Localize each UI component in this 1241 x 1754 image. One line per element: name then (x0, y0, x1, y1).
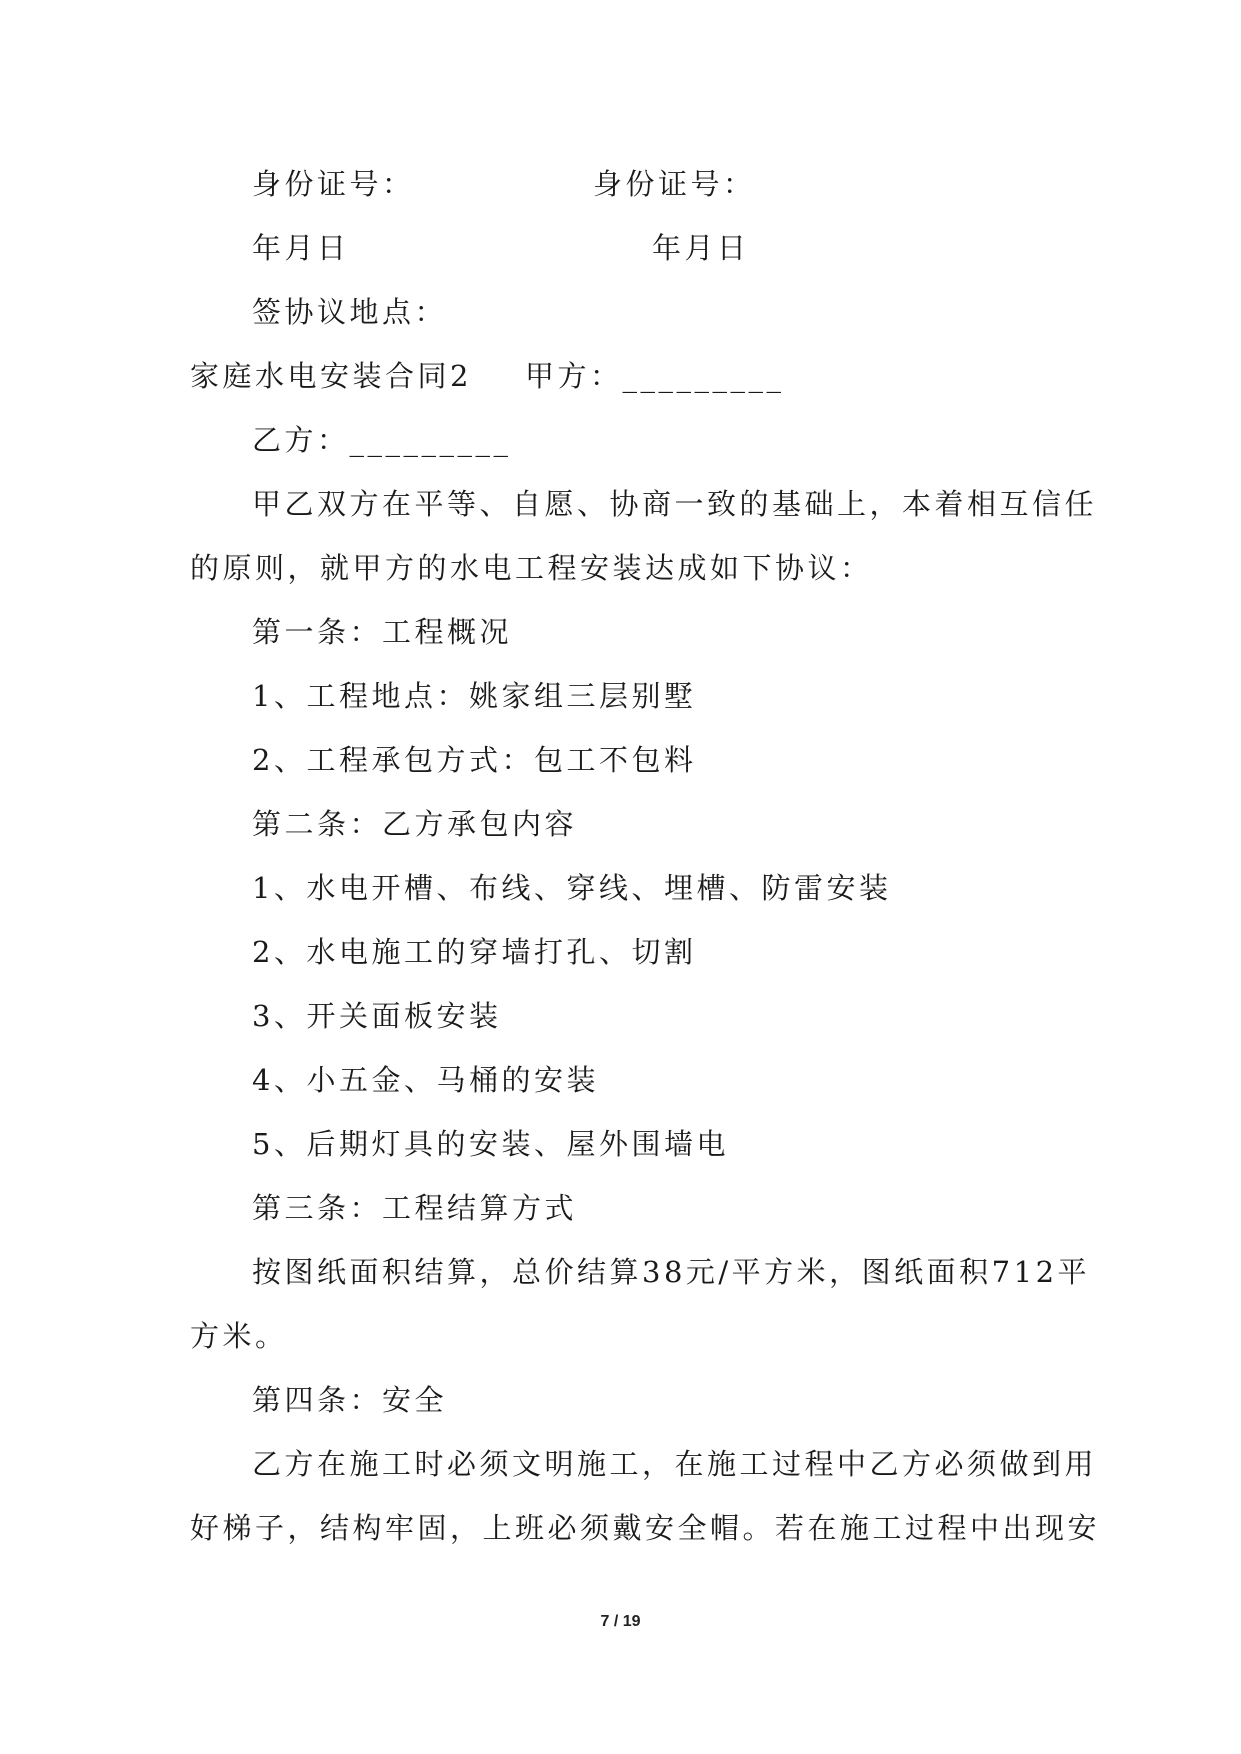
article-3-text-line-2: 方米。 (190, 1319, 288, 1353)
article-2-item-5: 5、后期灯具的安装、屋外围墙电 (252, 1127, 729, 1161)
article-4-text-line-2: 好梯子，结构牢固，上班必须戴安全帽。若在施工过程中出现安 (190, 1511, 1101, 1545)
id-label-left: 身份证号： (252, 167, 415, 201)
article-3-title: 第三条：工程结算方式 (252, 1191, 578, 1225)
article-3-text-line-1: 按图纸面积结算，总价结算38元/平方米，图纸面积712平 (252, 1255, 1091, 1289)
article-2-item-2: 2、水电施工的穿墙打孔、切割 (252, 935, 697, 969)
article-1-title: 第一条：工程概况 (252, 615, 513, 649)
article-2-title: 第二条：乙方承包内容 (252, 807, 578, 841)
intro-paragraph-line-2: 的原则，就甲方的水电工程安装达成如下协议： (190, 551, 873, 585)
article-2-item-4: 4、小五金、马桶的安装 (252, 1063, 599, 1097)
id-label-right: 身份证号： (593, 167, 756, 201)
article-1-item-2: 2、工程承包方式：包工不包料 (252, 743, 697, 777)
article-1-item-1: 1、工程地点：姚家组三层别墅 (252, 679, 697, 713)
party-a-line: 甲方：_________ (525, 359, 785, 393)
party-b-line: 乙方：_________ (252, 423, 512, 457)
article-4-text-line-1: 乙方在施工时必须文明施工，在施工过程中乙方必须做到用 (252, 1447, 1098, 1481)
date-right: 年月日 (652, 231, 750, 265)
date-left: 年月日 (252, 231, 350, 265)
contract-title: 家庭水电安装合同2 (190, 359, 472, 393)
article-2-item-1: 1、水电开槽、布线、穿线、埋槽、防雷安装 (252, 871, 892, 905)
article-2-item-3: 3、开关面板安装 (252, 999, 502, 1033)
page-number: 7 / 19 (600, 1613, 641, 1630)
intro-paragraph-line-1: 甲乙双方在平等、自愿、协商一致的基础上，本着相互信任 (252, 487, 1098, 521)
article-4-title: 第四条：安全 (252, 1383, 448, 1417)
sign-place-label: 签协议地点： (252, 295, 448, 329)
